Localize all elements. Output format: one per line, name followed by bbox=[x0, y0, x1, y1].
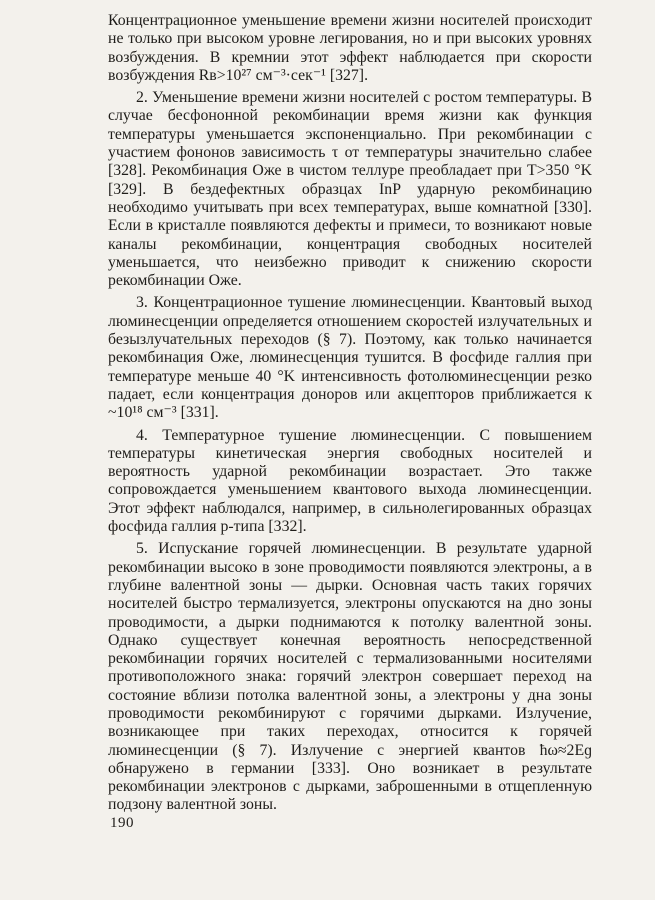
paragraph-4: 4. Температурное тушение люминесценции. С повышением температуры кинетическая энергия свободных носителей и вероятность ударной рекомбинации возрастает. Это также сопровождается уменьшением квантового выхода люминесценции. Этот эффект наблюдался, например, в сильнолегированных образцах фосфида галлия p-типа [332]. bbox=[108, 426, 592, 536]
paragraph-1: Концентрационное уменьшение времени жизни носителей происходит не только при высоком уровне легирования, но и при высоких уровнях возбуждения. В кремнии этот эффект наблюдается при скорости возбуждения Rв>10²⁷ см⁻³·сек⁻¹ [327]. bbox=[108, 12, 592, 84]
paragraph-2: 2. Уменьшение времени жизни носителей с ростом температуры. В случае бесфононной рекомбинации время жизни как функция температуры уменьшается экспоненциально. При рекомбинации с участием фононов зависимость τ от температуры значительно слабее [328]. Рекомбинация Оже в чистом теллуре преобладает при T>350 °K [329]. В бездефектных образцах InP ударную рекомбинацию необходимо учитывать при всех температурах, выше комнатной [330]. Если в кристалле появляются дефекты и примеси, то возникают новые каналы рекомбинации, концентрация свободных носителей уменьшается, что неизбежно приводит к снижению скорости рекомбинации Оже. bbox=[108, 89, 592, 290]
body-text bbox=[108, 12, 592, 815]
page-number: 190 bbox=[110, 815, 134, 831]
paragraph-3: 3. Концентрационное тушение люминесценции. Квантовый выход люминесценции определяется отношением скоростей излучательных и безызлучательных переходов (§ 7). Поэтому, как только начинается рекомбинация Оже, люминесценция тушится. В фосфиде галлия при температуре меньше 40 °K интенсивность фотолюминесценции резко падает, если концентрация доноров или акцепторов приближается к ~10¹⁸ см⁻³ [331]. bbox=[108, 294, 592, 422]
paragraph-5: 5. Испускание горячей люминесценции. В результате ударной рекомбинации высоко в зоне проводимости появляются электроны, а в глубине валентной зоны — дырки. Основная часть таких горячих носителей быстро термализуется, электроны опускаются на дно зоны проводимости, а дырки поднимаются к потолку валентной зоны. Однако существует конечная вероятность непосредственной рекомбинации горячих носителей с термализованными носителями противоположного знака: горячий электрон совершает переход на состояние вблизи потолка валентной зоны, а электроны у дна зоны проводимости рекомбинируют с горячими дырками. Излучение, возникающее при таких переходах, относится к горячей люминесценции (§ 7). Излучение с энергией квантов ħω≈2Eɡ обнаружено в германии [333]. Оно возникает в результате рекомбинации электронов с дырками, заброшенными в отщепленную подзону валентной зоны. bbox=[108, 540, 592, 814]
